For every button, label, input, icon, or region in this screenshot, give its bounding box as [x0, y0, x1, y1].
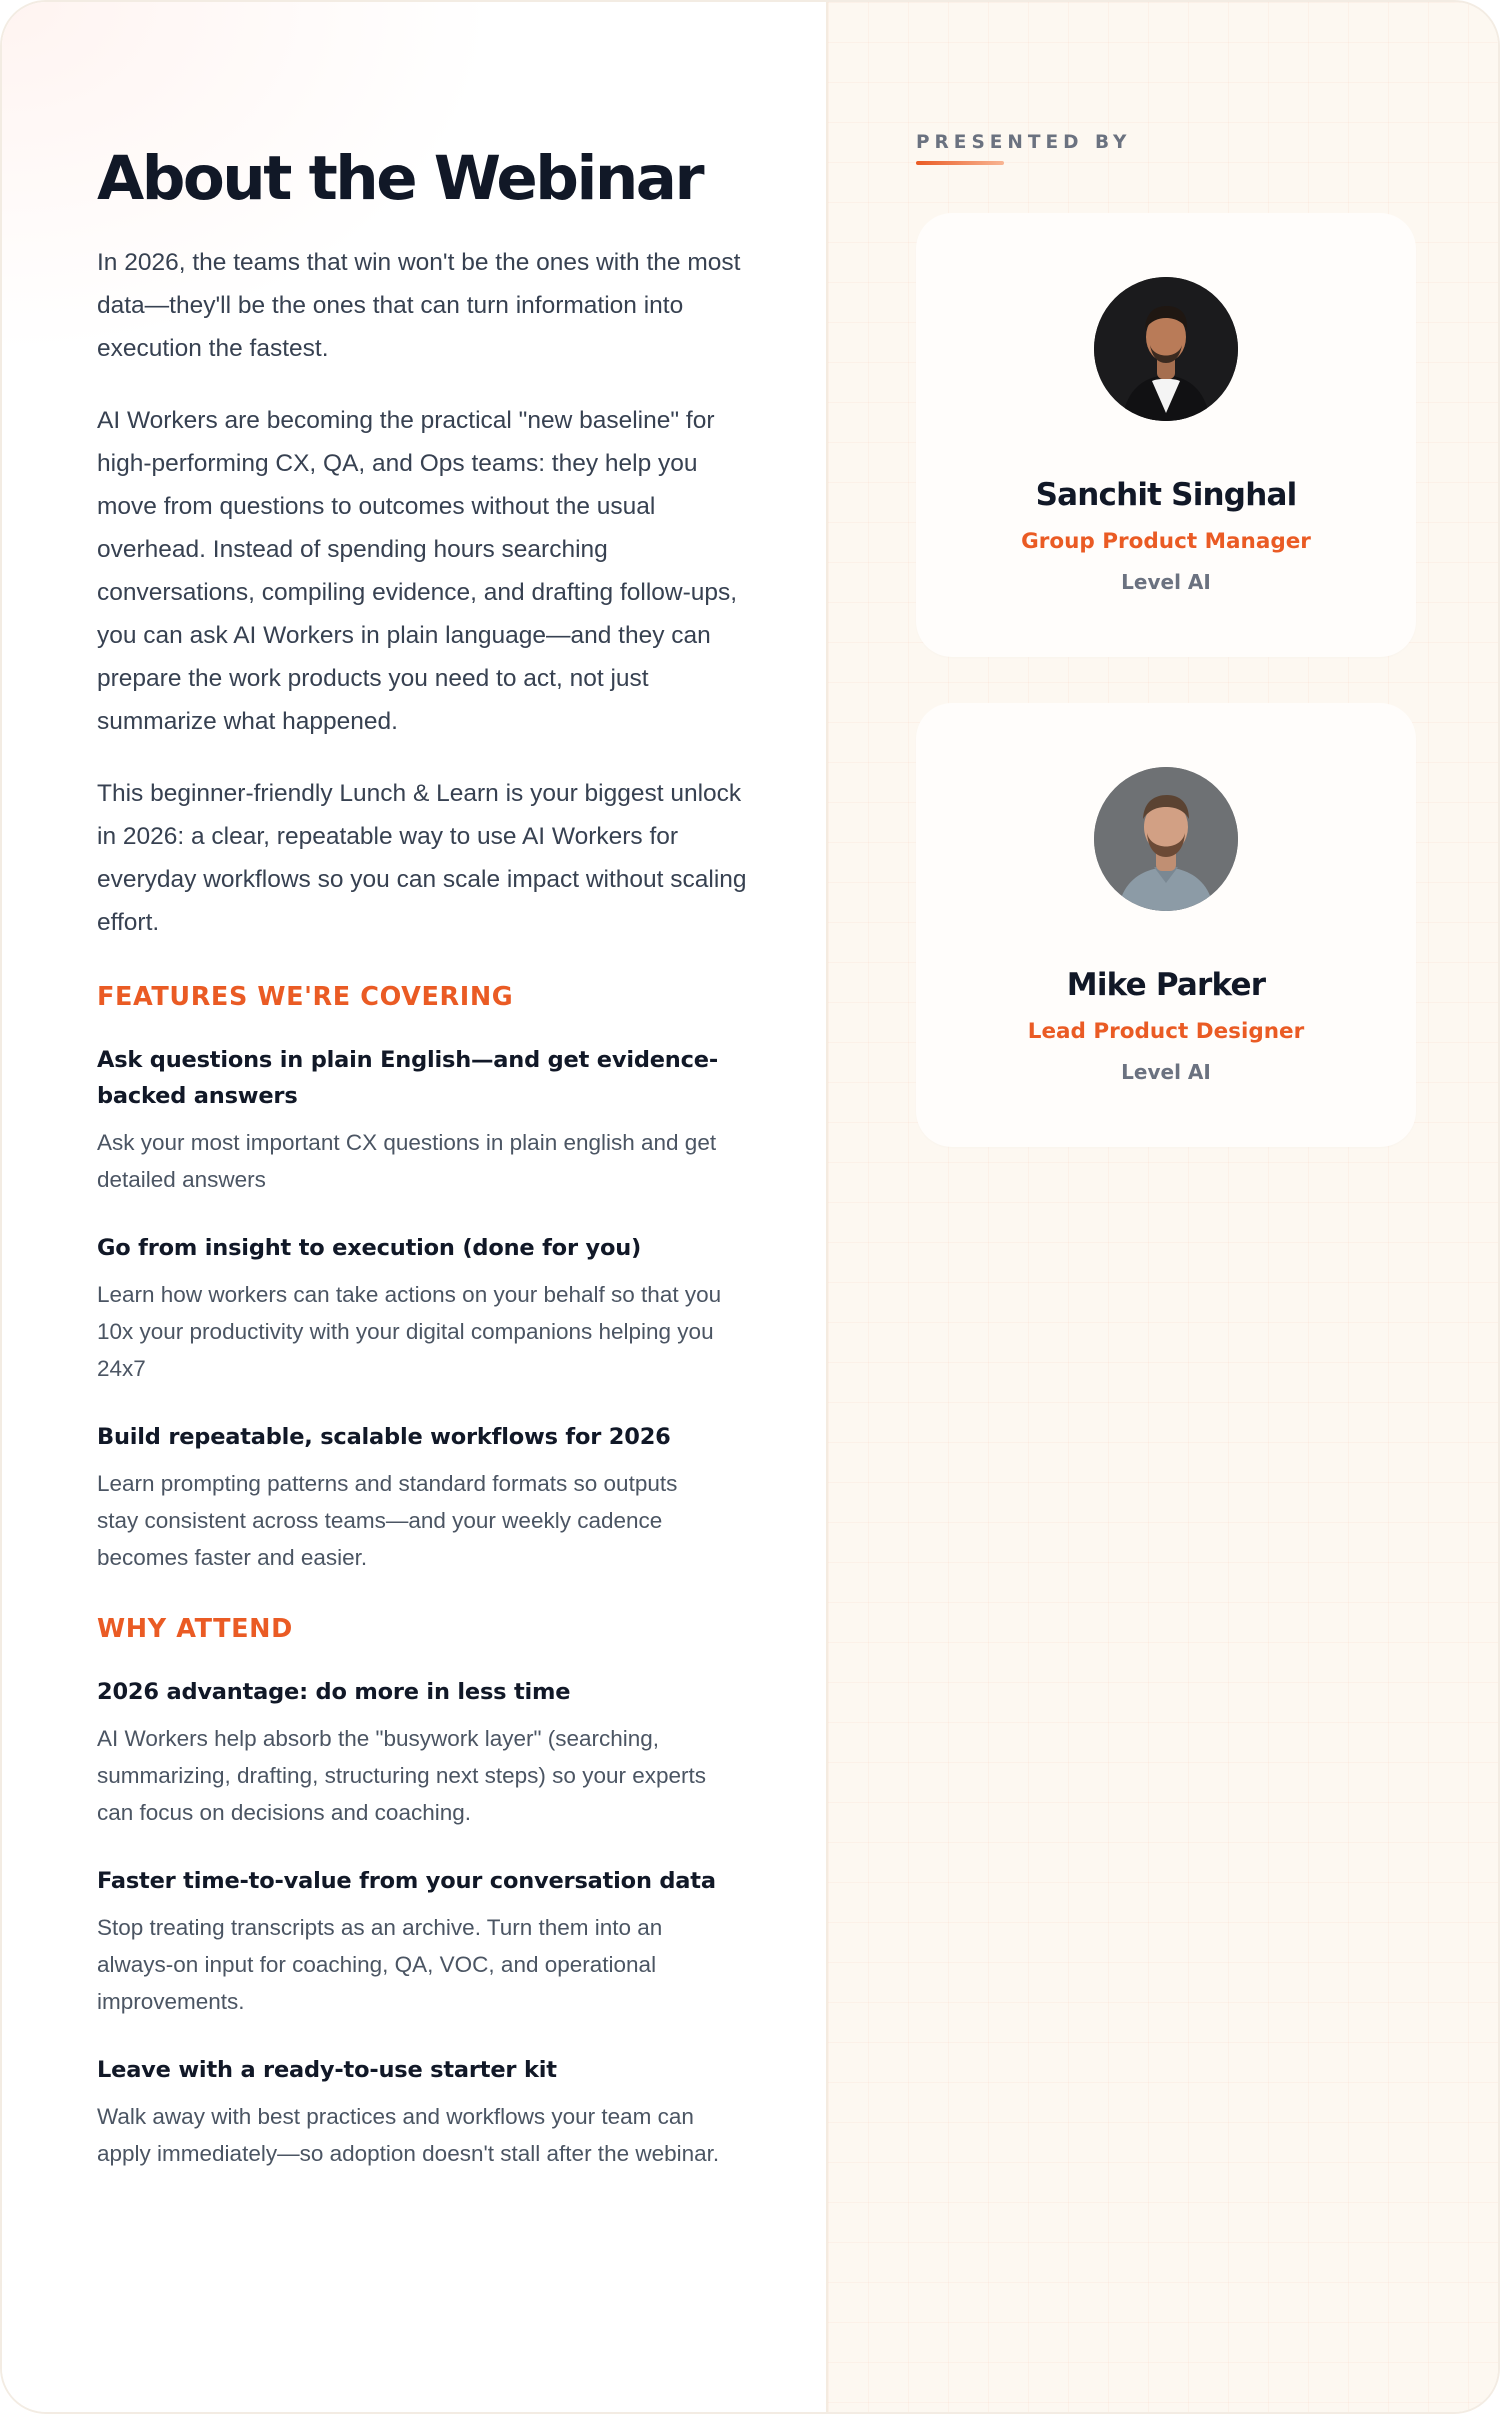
feature-description: Ask your most important CX questions in plain english and get detailed answers [97, 1130, 717, 1193]
why-attend-heading: WHY ATTEND [97, 1614, 293, 1645]
feature-title: Go from insight to execution (done for you) [97, 1235, 642, 1262]
feature-item [97, 1042, 722, 1198]
avatar [1094, 767, 1238, 911]
speaker-company: Level AI [1121, 1060, 1211, 1084]
presented-by-label: PRESENTED BY [916, 132, 1132, 153]
why-attend-list [97, 1674, 826, 2172]
person-photo-icon [1094, 277, 1238, 421]
reason-item [97, 2052, 722, 2172]
intro-text [97, 241, 826, 944]
speaker-name: Mike Parker [1066, 967, 1266, 1003]
feature-title: Ask questions in plain English—and get evidence-backed answers [97, 1047, 718, 1110]
reason-title: 2026 advantage: do more in less time [97, 1679, 571, 1706]
speaker-company: Level AI [1121, 570, 1211, 594]
feature-description: Learn prompting patterns and standard formats so outputs stay consistent across teams—and your weekly cadence becomes faster and easier. [97, 1471, 678, 1571]
avatar [1094, 277, 1238, 421]
feature-item [97, 1230, 722, 1387]
reason-description: AI Workers help absorb the "busywork layer" (searching, summarizing, drafting, structuring next steps) so your experts can focus on decisions and coaching. [97, 1726, 706, 1826]
reason-item [97, 1674, 722, 1831]
features-heading: FEATURES WE'RE COVERING [97, 982, 514, 1013]
speaker-role: Group Product Manager [1021, 529, 1311, 554]
feature-item [97, 1419, 722, 1576]
speaker-name: Sanchit Singhal [1035, 477, 1297, 513]
intro-paragraph: This beginner-friendly Lunch & Learn is your biggest unlock in 2026: a clear, repeatable way to use AI Workers for everyday workflows so you can scale impact without scaling effort. [97, 780, 747, 937]
reason-title: Leave with a ready-to-use starter kit [97, 2057, 557, 2084]
feature-description: Learn how workers can take actions on your behalf so that you 10x your productivity with your digital companions helping you 24x7 [97, 1282, 722, 1382]
page-title: About the Webinar [97, 143, 703, 214]
intro-paragraph: In 2026, the teams that win won't be the ones with the most data—they'll be the ones that can turn information into execution the fastest. [97, 249, 741, 363]
reason-description: Stop treating transcripts as an archive. Turn them into an always-on input for coaching, QA, VOC, and operational improvements. [97, 1915, 663, 2015]
presenters-section [828, 2, 1498, 2412]
features-list [97, 1042, 826, 1576]
speaker-card [916, 213, 1416, 657]
about-section [2, 2, 828, 2412]
presented-by-underline [916, 161, 1004, 165]
speaker-card [916, 703, 1416, 1147]
intro-paragraph: AI Workers are becoming the practical "new baseline" for high-performing CX, QA, and Ops teams: they help you move from questions to outcomes without the usual overhead. Instead of spending hours searching conversations, compiling evidence, and drafting follow-ups, you can ask AI Workers in plain language—and they can prepare the work products you need to act, not just summarize what happened. [97, 407, 738, 736]
feature-title: Build repeatable, scalable workflows for 2026 [97, 1424, 671, 1451]
person-photo-icon [1094, 767, 1238, 911]
reason-item [97, 1863, 722, 2020]
reason-title: Faster time-to-value from your conversation data [97, 1868, 716, 1895]
speaker-role: Lead Product Designer [1027, 1019, 1305, 1044]
reason-description: Walk away with best practices and workflows your team can apply immediately—so adoption doesn't stall after the webinar. [97, 2104, 720, 2167]
